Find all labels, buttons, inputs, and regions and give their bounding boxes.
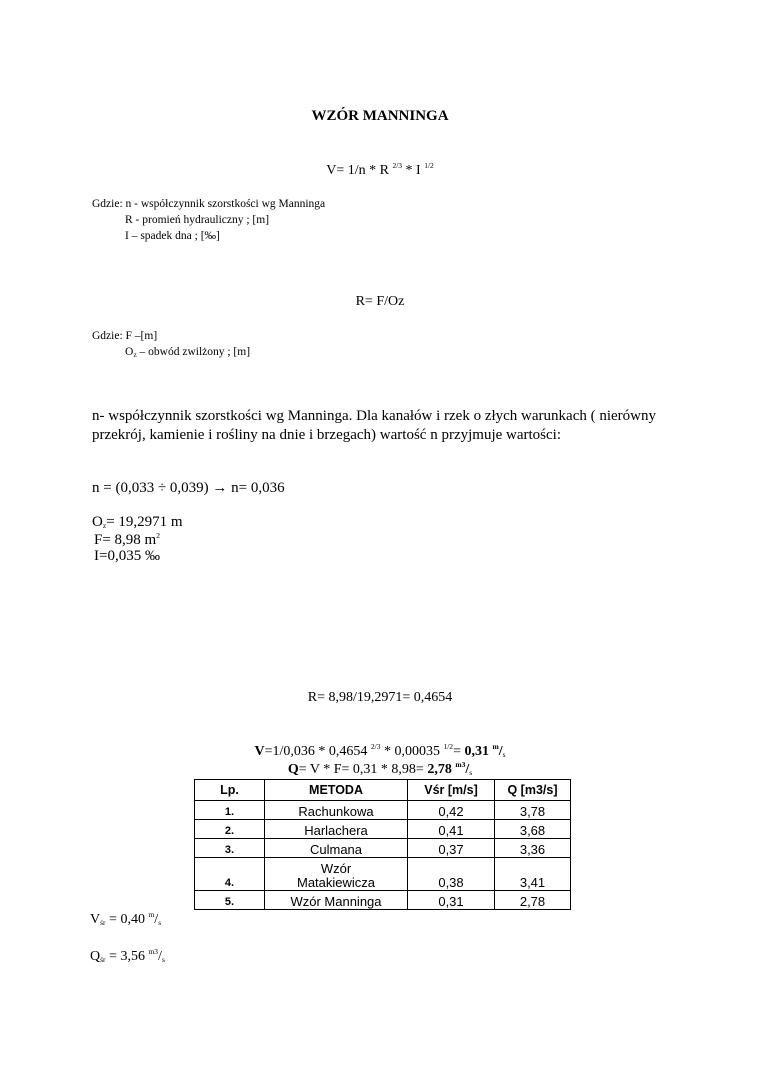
roughness-paragraph: n- współczynnik szorstkości wg Manninga. Dla kanałów i rzek o złych warunkach ( nierówny przekrój, kamienie i rośliny na dnie i brzegach) wartość n przyjmuje wartości:: [92, 408, 657, 443]
legend-line-f: Gdzie: F –[m]: [92, 330, 158, 342]
qsr-unit-sub: s: [161, 955, 165, 964]
v-calc-part3: =: [453, 744, 465, 759]
legend-block-2: [92, 328, 250, 363]
table-row: [195, 820, 571, 839]
table-row: [195, 858, 571, 891]
header-metoda: METODA: [265, 780, 408, 801]
q-unit-sup: m3: [455, 760, 466, 769]
manning-formula: [0, 161, 760, 179]
v-calc-part1: =1/0,036 * 0,4654: [264, 744, 371, 759]
formula-lhs: V= 1/n * R: [326, 163, 393, 178]
cell-lp: 1.: [195, 801, 265, 820]
cell-q: 2,78: [495, 891, 571, 910]
oz-sub: z: [133, 350, 137, 359]
vsr-symbol: V: [90, 912, 101, 927]
cell-vsr: 0,38: [408, 858, 495, 891]
cell-metoda: [265, 858, 408, 891]
oz-desc: – obwód zwilżony ; [m]: [136, 346, 251, 358]
cell-lp: 5.: [195, 891, 265, 910]
v-unit-sup: m: [492, 742, 499, 751]
cell-metoda: Rachunkowa: [265, 801, 408, 820]
table-row: [195, 801, 571, 820]
qsr-sub: śr: [100, 955, 106, 964]
r-calculation: R= 8,98/19,2971= 0,4654: [307, 690, 453, 705]
page-title: WZÓR MANNINGA: [311, 108, 449, 124]
cell-vsr: 0,31: [408, 891, 495, 910]
table-row: [195, 891, 571, 910]
q-calc-part1: = V * F= 0,31 * 8,98=: [298, 762, 428, 777]
v-calc-exp2: 1/2: [443, 742, 454, 751]
v-calc-exp1: 2/3: [370, 742, 381, 751]
oz-value-line: [92, 514, 183, 531]
oz-value-sub: z: [102, 521, 107, 530]
vsr-unit-sup: m: [148, 910, 155, 919]
qsr-symbol: Q: [90, 949, 101, 964]
formula-exp-r: 2/3: [392, 161, 403, 170]
oz-value-o: O: [92, 514, 103, 530]
legend-line-oz: [92, 344, 250, 363]
qsr-unit-sup: m3: [148, 947, 159, 956]
v-unit-sub: s: [502, 750, 506, 759]
cell-q: 3,41: [495, 858, 571, 891]
qsr-summary: $Q_{śr} = 3,56$ $^{m3}/_s$: [90, 947, 165, 964]
oz-o: O: [125, 346, 134, 358]
table-row: [195, 839, 571, 858]
cell-q: 3,36: [495, 839, 571, 858]
q-symbol: Q: [287, 762, 299, 777]
table-header-row: [195, 780, 571, 801]
vsr-value: = 0,40: [105, 912, 149, 927]
legend-line-i: I – spadek dna ; [‰]: [125, 230, 220, 242]
f-value-line: [94, 531, 160, 549]
legend-line-r: R - promień hydrauliczny ; [m]: [125, 214, 270, 226]
legend-line-n: Gdzie: n - współczynnik szorstkości wg Manninga: [92, 198, 326, 210]
q-calc-result: 2,78: [427, 762, 456, 777]
cell-metoda-line1: Wzór: [320, 861, 352, 876]
cell-metoda-line2: Matakiewicza: [296, 875, 376, 890]
header-q: Q [m3/s]: [495, 780, 571, 801]
q-unit-sub: s: [469, 768, 473, 777]
legend-block-1: [92, 196, 325, 244]
cell-vsr: 0,41: [408, 820, 495, 839]
v-calc-part2: * 0,00035: [380, 744, 444, 759]
q-calculation: Q= V * F= 0,31 * 8,98= 2,78 $^{m3}/_s$: [287, 760, 473, 777]
cell-lp: 3.: [195, 839, 265, 858]
v-calculation: V=1/0,036 * 0,4654 $^{2/3}$ * 0,00035 $^{1/2}$= 0,31 $^m/_s$: [254, 742, 506, 759]
vsr-summary: $V_{śr} = 0,40$ $^m/_s$: [90, 910, 162, 927]
cell-vsr: 0,37: [408, 839, 495, 858]
i-value-line: I=0,035 ‰: [94, 548, 160, 564]
radius-formula: R= F/Oz: [355, 294, 405, 309]
header-vsr: Vśr [m/s]: [408, 780, 495, 801]
vsr-unit-sub: s: [158, 918, 162, 927]
cell-lp: 4.: [195, 858, 265, 891]
f-value: F= 8,98 m: [94, 532, 157, 548]
methods-table: [194, 779, 571, 910]
cell-q: 3,68: [495, 820, 571, 839]
v-symbol: V: [254, 744, 265, 759]
vsr-sub: śr: [100, 918, 106, 927]
n-value-line: n = (0,033 ÷ 0,039) → n= 0,036: [92, 480, 285, 496]
oz-value: = 19,2971 m: [106, 514, 183, 530]
formula-mid: * I: [402, 163, 425, 178]
cell-lp: 2.: [195, 820, 265, 839]
v-calc-result: 0,31: [464, 744, 493, 759]
cell-metoda: Culmana: [265, 839, 408, 858]
cell-metoda: Harlachera: [265, 820, 408, 839]
qsr-value: = 3,56: [105, 949, 149, 964]
cell-metoda: Wzór Manninga: [265, 891, 408, 910]
f-value-sup: 2: [156, 531, 160, 540]
header-lp: Lp.: [195, 780, 265, 801]
cell-vsr: 0,42: [408, 801, 495, 820]
cell-q: 3,78: [495, 801, 571, 820]
formula-exp-i: 1/2: [424, 161, 434, 170]
